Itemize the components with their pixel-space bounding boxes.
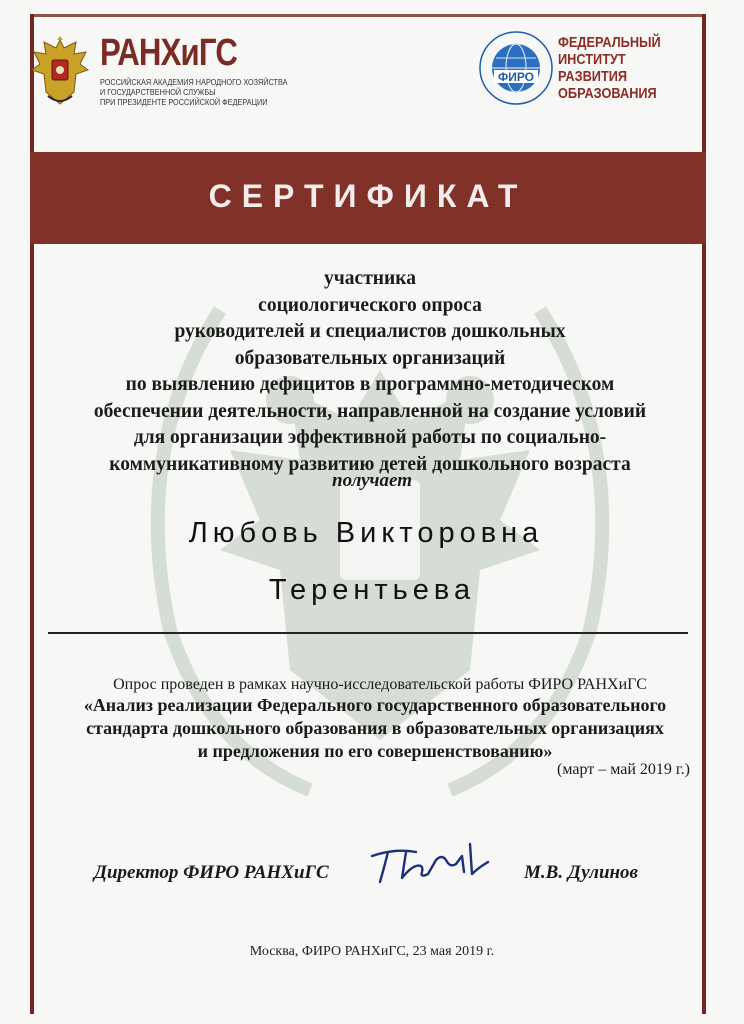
- receives-label: получает: [332, 470, 412, 491]
- survey-intro: Опрос проведен в рамках научно-исследовательской работы ФИРО РАНХиГС: [113, 676, 647, 693]
- handwritten-signature-icon: [366, 838, 496, 888]
- top-border: [30, 14, 706, 17]
- certificate-description: участника социологического опроса руководителей и специалистов дошкольных образовательных организаций по выявлению дефицитов в программно-методическом обеспечении деятельности, направленной на создание условий для организации эффективной работы по социально- коммуникативному развитию детей дошкольного возраста: [93, 268, 647, 475]
- title-band: [30, 152, 706, 244]
- firo-full-name: ФЕДЕРАЛЬНЫЙ ИНСТИТУТ РАЗВИТИЯ ОБРАЗОВАНИЯ: [558, 34, 661, 102]
- survey-dates: (март – май 2019 г.): [557, 761, 690, 778]
- name-underline: [48, 632, 688, 634]
- survey-title: «Анализ реализации Федерального государственного образовательного стандарта дошкольного образования в образовательных организациях и предложения по его совершенствованию»: [83, 695, 667, 761]
- director-name: М.В. Дулинов: [524, 862, 639, 883]
- double-headed-eagle-emblem-icon: [30, 34, 90, 108]
- ranepa-wordmark: РАНХиГС: [100, 32, 238, 74]
- director-position: Директор ФИРО РАНХиГС: [94, 862, 329, 883]
- issue-place-date: Москва, ФИРО РАНХиГС, 23 мая 2019 г.: [249, 944, 495, 959]
- ranepa-full-name: РОССИЙСКАЯ АКАДЕМИЯ НАРОДНОГО ХОЗЯЙСТВА И ГОСУДАРСТВЕННОЙ СЛУЖБЫ ПРИ ПРЕЗИДЕНТЕ РОССИЙСКОЙ ФЕДЕРАЦИИ: [100, 77, 288, 107]
- firo-logo-text: ФИРО: [497, 70, 535, 84]
- globe-emblem-icon: [478, 30, 554, 106]
- ranepa-logo: [30, 30, 288, 120]
- certificate-title: СЕРТИФИКАТ: [208, 178, 528, 214]
- recipient-last-name: Терентьева: [268, 574, 476, 606]
- recipient-first-name: Любовь Викторовна: [188, 517, 544, 549]
- firo-logo: [478, 30, 688, 115]
